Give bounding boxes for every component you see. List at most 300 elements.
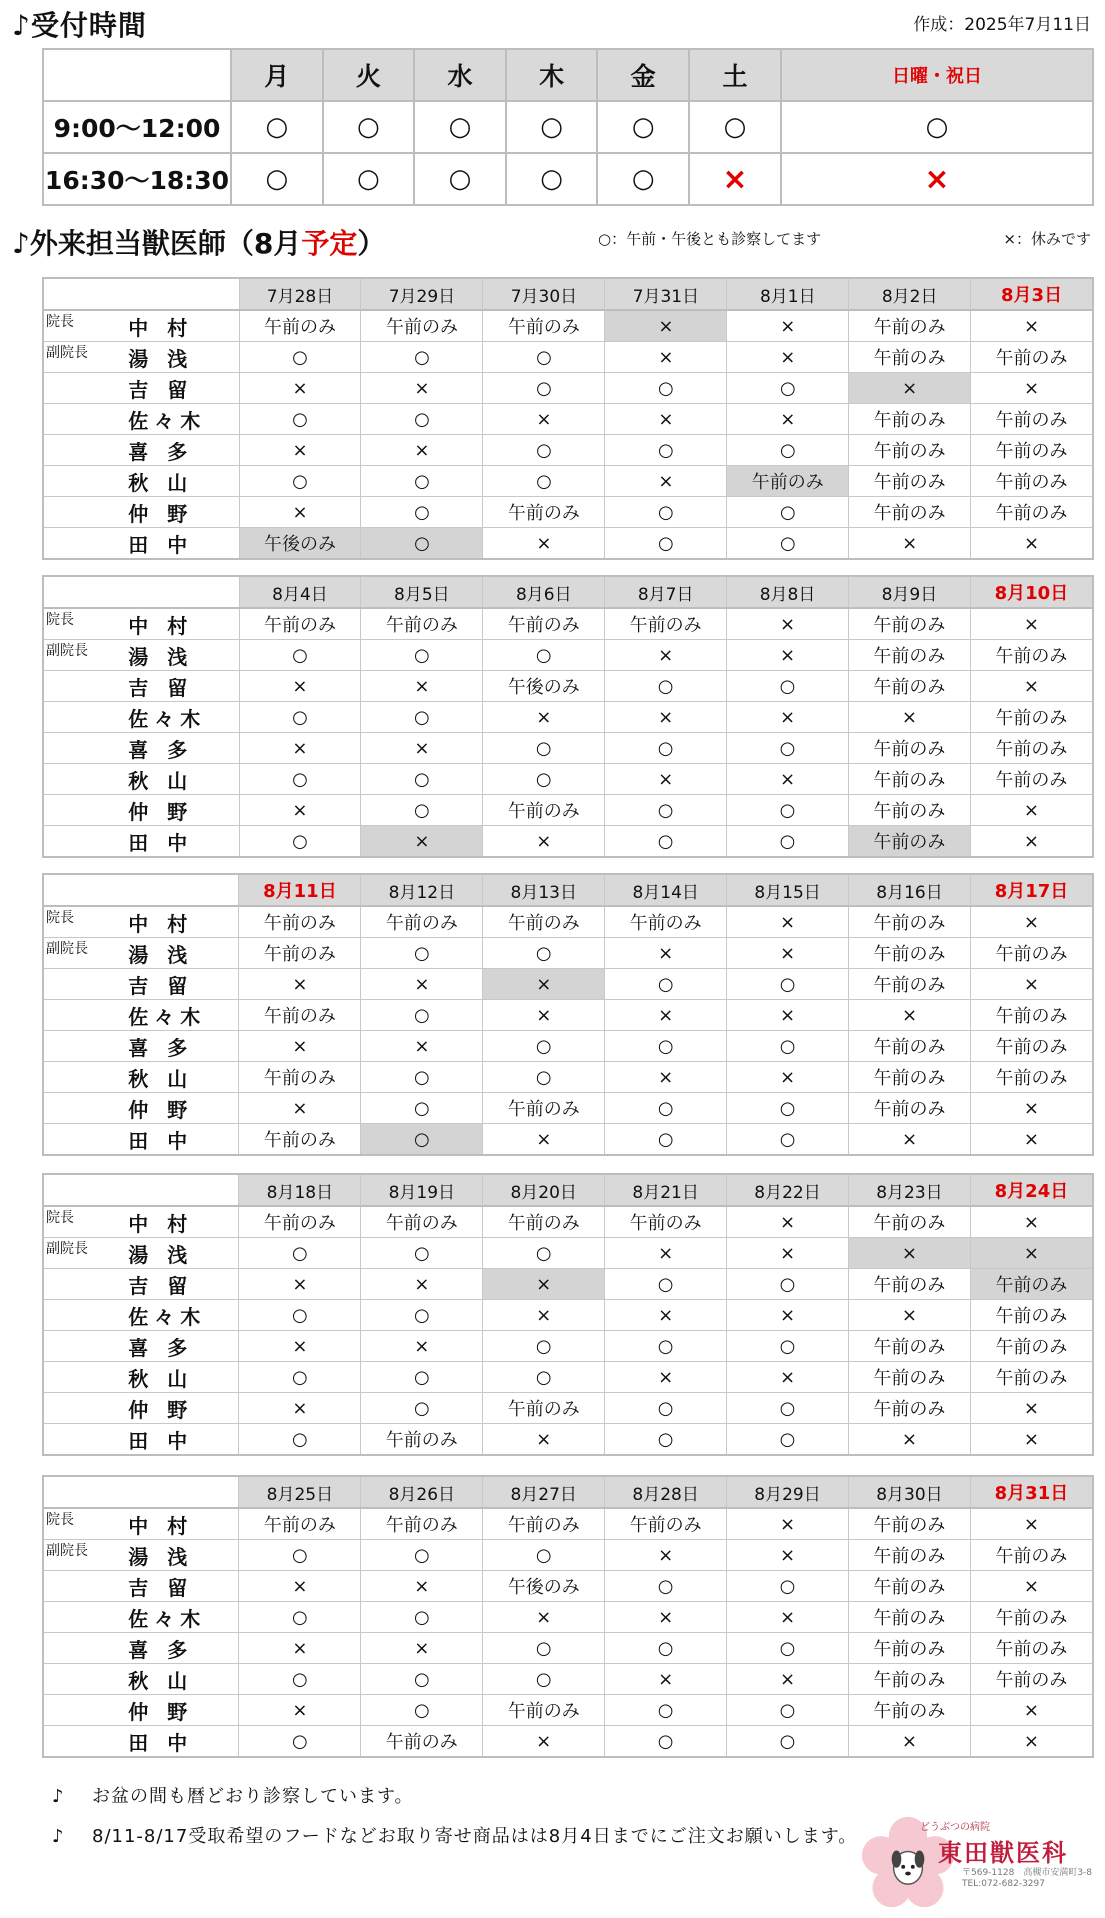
schedule-cell: × [970,1206,1093,1238]
schedule-cell: ○ [361,1093,483,1124]
schedule-cell: ○ [361,1124,483,1156]
schedule-cell: ○ [361,1393,483,1424]
vet-role [43,1695,116,1726]
vet-role [43,435,116,466]
vet-row [43,1062,1093,1093]
week-table [42,1475,1094,1758]
logo-tel: TEL:072-682-3297 [962,1879,1045,1889]
vet-name: 喜 多 [116,435,239,466]
vet-row [43,640,1093,671]
time-slot: 16:30～18:30 [43,153,231,205]
date-header: 8月8日 [727,576,849,608]
schedule-cell: 午前のみ [483,1508,605,1540]
schedule-cell: 午前のみ [239,938,361,969]
schedule-cell: 午後のみ [483,671,605,702]
schedule-cell: × [970,1571,1093,1602]
vet-role [43,466,116,497]
date-header: 8月25日 [239,1476,361,1508]
schedule-cell: × [239,733,361,764]
schedule-cell: 午前のみ [239,608,361,640]
schedule-cell: 午前のみ [970,1000,1093,1031]
date-header: 8月21日 [605,1174,727,1206]
schedule-cell: 午前のみ [849,497,971,528]
schedule-cell: × [848,1238,970,1269]
schedule-cell: × [483,1000,605,1031]
schedule-cell: 午前のみ [361,1508,483,1540]
vet-row [43,435,1093,466]
schedule-cell: × [605,1062,727,1093]
schedule-cell: 午前のみ [483,1206,605,1238]
schedule-cell: ○ [239,1424,361,1456]
schedule-cell: 午前のみ [971,497,1093,528]
vet-name: 喜 多 [116,733,239,764]
note-order-deadline [52,1822,857,1848]
vet-row [43,1602,1093,1633]
vet-name: 仲 野 [116,497,239,528]
vet-name: 中 村 [116,608,239,640]
schedule-cell: × [361,1633,483,1664]
schedule-cell: × [970,795,1093,826]
day-sat: 土 [689,49,781,101]
schedule-cell: ○ [483,1362,605,1393]
schedule-cell: ○ [483,733,605,764]
logo-tagline: どうぶつの病院 [920,1822,990,1833]
week-table [42,1173,1094,1456]
vet-name: 喜 多 [116,1331,239,1362]
schedule-cell: 午前のみ [848,1602,970,1633]
week-corner-cell [43,1174,239,1206]
date-header: 8月11日 [239,874,361,906]
schedule-cell: ○ [239,404,361,435]
vet-row [43,1362,1093,1393]
schedule-cell: ○ [361,938,483,969]
logo-address [962,1868,1092,1890]
vet-row [43,1206,1093,1238]
hours-header-row [43,49,1093,101]
vet-role [43,1000,116,1031]
schedule-cell: 午前のみ [483,497,605,528]
week-corner-cell [43,278,239,310]
page-title: ♪受付時間 [12,9,147,42]
created-date: 作成：2025年7月11日 [913,15,1091,35]
schedule-title-main: ♪外来担当獣医師（8月 [12,227,302,260]
schedule-cell: ○ [727,671,849,702]
schedule-cell: ○ [605,373,727,404]
date-header: 8月31日 [970,1476,1093,1508]
schedule-cell: × [361,1269,483,1300]
schedule-cell: ○ [239,764,361,795]
schedule-cell: 午前のみ [483,1393,605,1424]
schedule-cell: 午前のみ [970,938,1093,969]
schedule-cell: 午前のみ [848,1269,970,1300]
schedule-cell: × [605,1362,727,1393]
date-header: 8月5日 [361,576,483,608]
schedule-cell: 午前のみ [970,1031,1093,1062]
vet-role [43,826,116,858]
vet-role [43,795,116,826]
week-table [42,575,1094,858]
schedule-cell: × [361,671,483,702]
schedule-cell: × [970,1393,1093,1424]
schedule-cell: × [727,1238,849,1269]
schedule-cell: ○ [361,404,483,435]
vet-row [43,1269,1093,1300]
schedule-cell: × [727,1508,849,1540]
vet-role: 院長 [43,608,116,640]
schedule-cell: × [239,1269,361,1300]
vet-role [43,764,116,795]
date-header: 8月13日 [483,874,605,906]
schedule-cell: × [970,906,1093,938]
week-date-row [43,1476,1093,1508]
schedule-cell: × [239,671,361,702]
schedule-cell: 午前のみ [970,1633,1093,1664]
vet-name: 湯 浅 [116,938,239,969]
schedule-cell: 午前のみ [970,1362,1093,1393]
reception-hours-table [42,48,1094,206]
schedule-cell: 午前のみ [605,608,727,640]
schedule-title [12,222,385,262]
vet-role: 院長 [43,1206,116,1238]
schedule-cell: × [239,435,361,466]
schedule-cell: 午前のみ [970,1664,1093,1695]
schedule-cell: × [605,1664,727,1695]
schedule-cell: ○ [727,373,849,404]
hours-mark: ○ [414,153,506,205]
hours-mark: ○ [414,101,506,153]
schedule-cell: ○ [239,342,361,373]
vet-row [43,1238,1093,1269]
schedule-cell: ○ [361,702,483,733]
vet-row [43,1124,1093,1156]
week-date-row [43,278,1093,310]
vet-role: 副院長 [43,938,116,969]
vet-role [43,1664,116,1695]
vet-name: 吉 留 [116,671,239,702]
hours-mark: ○ [597,101,689,153]
vet-row [43,1571,1093,1602]
vet-row [43,733,1093,764]
vet-name: 喜 多 [116,1031,239,1062]
schedule-cell: ○ [361,764,483,795]
vet-row [43,795,1093,826]
schedule-cell: × [970,969,1093,1000]
logo-address-line: 〒569-1128 高槻市安満町3-8 [962,1868,1093,1878]
schedule-cell: ○ [239,1726,361,1758]
schedule-cell: ○ [483,640,605,671]
schedule-cell: 午前のみ [848,640,970,671]
schedule-cell: × [483,1424,605,1456]
schedule-cell: ○ [727,1726,849,1758]
schedule-cell: × [239,1633,361,1664]
schedule-cell: 午前のみ [848,826,970,858]
vet-row [43,1031,1093,1062]
date-header: 8月22日 [727,1174,849,1206]
vet-row [43,1393,1093,1424]
date-header: 8月12日 [361,874,483,906]
week-date-row [43,576,1093,608]
schedule-cell: 午前のみ [970,702,1093,733]
vet-name: 田 中 [116,528,239,560]
date-header: 8月6日 [483,576,605,608]
schedule-cell: × [848,1726,970,1758]
vet-name: 佐々木 [116,1300,239,1331]
vet-row [43,1331,1093,1362]
vet-name: 田 中 [116,826,239,858]
schedule-cell: 午前のみ [849,435,971,466]
vet-name: 中 村 [116,1508,239,1540]
schedule-cell: ○ [361,1362,483,1393]
vet-row [43,404,1093,435]
hours-mark: ○ [597,153,689,205]
vet-row [43,1664,1093,1695]
schedule-cell: × [970,1238,1093,1269]
date-header: 7月30日 [483,278,605,310]
schedule-cell: 午前のみ [849,466,971,497]
vet-role [43,1093,116,1124]
hours-mark: ○ [323,153,415,205]
schedule-cell: × [727,1206,849,1238]
schedule-cell: ○ [605,1031,727,1062]
day-thu: 木 [506,49,598,101]
schedule-cell: ○ [483,1331,605,1362]
schedule-cell: × [239,1031,361,1062]
schedule-cell: × [727,404,849,435]
date-header: 8月18日 [239,1174,361,1206]
schedule-cell: ○ [605,795,727,826]
schedule-cell: 午前のみ [483,795,605,826]
vet-row [43,342,1093,373]
schedule-cell: ○ [483,1633,605,1664]
hours-mark-closed: × [781,153,1093,205]
schedule-cell: × [848,1300,970,1331]
date-header: 8月15日 [727,874,849,906]
vet-row [43,1633,1093,1664]
vet-name: 湯 浅 [116,1238,239,1269]
schedule-cell: 午前のみ [239,906,361,938]
schedule-cell: 午前のみ [239,1508,361,1540]
schedule-cell: ○ [727,969,849,1000]
schedule-cell: × [239,969,361,1000]
schedule-cell: × [727,342,849,373]
vet-role [43,1269,116,1300]
schedule-cell: 午前のみ [239,310,361,342]
schedule-cell: 午前のみ [970,1062,1093,1093]
schedule-cell: × [727,1000,849,1031]
schedule-cell: ○ [361,1000,483,1031]
schedule-cell: ○ [483,342,605,373]
hours-row-morning [43,101,1093,153]
schedule-cell: × [605,1602,727,1633]
schedule-cell: 午前のみ [849,969,971,1000]
schedule-cell: × [727,1540,849,1571]
vet-row [43,1508,1093,1540]
schedule-cell: 午前のみ [970,1331,1093,1362]
schedule-cell: × [970,1124,1093,1156]
schedule-cell: × [361,435,483,466]
vet-role: 副院長 [43,1238,116,1269]
schedule-cell: × [848,1424,970,1456]
schedule-cell: × [727,1362,849,1393]
schedule-cell: ○ [361,1695,483,1726]
vet-name: 吉 留 [116,1571,239,1602]
schedule-cell: × [727,310,849,342]
clinic-logo [860,1815,1100,1911]
date-header: 8月26日 [361,1476,483,1508]
week-corner-cell [43,874,239,906]
hours-mark: ○ [506,101,598,153]
schedule-cell: 午前のみ [483,906,605,938]
schedule-cell: ○ [361,1238,483,1269]
schedule-cell: 午前のみ [971,466,1093,497]
schedule-cell: ○ [361,1062,483,1093]
vet-role: 院長 [43,906,116,938]
schedule-cell: 午前のみ [483,1093,605,1124]
schedule-cell: ○ [239,1540,361,1571]
schedule-cell: ○ [727,1633,849,1664]
schedule-cell: ○ [727,1331,849,1362]
schedule-cell: 午前のみ [971,435,1093,466]
schedule-cell: ○ [727,1571,849,1602]
schedule-cell: × [605,1238,727,1269]
schedule-cell: ○ [483,938,605,969]
schedule-cell: 午前のみ [239,1000,361,1031]
legend-available: ○：午前・午後とも診察してます [598,230,822,248]
vet-role [43,1031,116,1062]
schedule-cell: 午前のみ [848,1508,970,1540]
date-header: 8月9日 [848,576,970,608]
schedule-cell: × [483,826,605,858]
schedule-cell: ○ [727,528,849,560]
schedule-cell: 午前のみ [361,608,483,640]
date-header: 8月16日 [849,874,971,906]
schedule-cell: ○ [727,1695,849,1726]
vet-role: 副院長 [43,1540,116,1571]
date-header: 8月24日 [970,1174,1093,1206]
schedule-cell: 午前のみ [849,1062,971,1093]
schedule-cell: ○ [361,640,483,671]
vet-row [43,1424,1093,1456]
vet-row [43,906,1093,938]
schedule-cell: × [483,1726,605,1758]
vet-role [43,404,116,435]
schedule-cell: ○ [727,1393,849,1424]
hours-corner-cell [43,49,231,101]
schedule-cell: ○ [605,1633,727,1664]
schedule-cell: ○ [483,1540,605,1571]
schedule-cell: × [605,938,727,969]
schedule-cell: ○ [483,764,605,795]
schedule-cell: 午前のみ [849,938,971,969]
vet-name: 仲 野 [116,1393,239,1424]
vet-row [43,826,1093,858]
day-mon: 月 [231,49,323,101]
date-header: 7月31日 [605,278,727,310]
schedule-cell: ○ [605,1331,727,1362]
schedule-cell: × [971,373,1093,404]
date-header: 8月10日 [970,576,1093,608]
vet-role [43,373,116,404]
time-slot: 9:00～12:00 [43,101,231,153]
schedule-cell: ○ [605,1269,727,1300]
vet-row [43,466,1093,497]
vet-row [43,702,1093,733]
schedule-cell: ○ [361,1300,483,1331]
week-table [42,873,1094,1156]
schedule-cell: 午後のみ [239,528,361,560]
hours-mark-closed: × [689,153,781,205]
schedule-cell: ○ [361,1602,483,1633]
vet-name: 田 中 [116,1124,239,1156]
day-tue: 火 [323,49,415,101]
vet-role [43,1726,116,1758]
vet-role [43,497,116,528]
schedule-cell: 午前のみ [848,671,970,702]
day-sun-holiday: 日曜・祝日 [781,49,1093,101]
schedule-cell: ○ [239,1300,361,1331]
vet-name: 秋 山 [116,466,239,497]
date-header: 7月29日 [361,278,483,310]
hours-mark: ○ [231,153,323,205]
schedule-cell: × [970,671,1093,702]
date-header: 8月7日 [605,576,727,608]
vet-name: 田 中 [116,1726,239,1758]
schedule-cell: ○ [605,1393,727,1424]
schedule-cell: 午前のみ [727,466,849,497]
schedule-cell: ○ [483,1031,605,1062]
schedule-cell: × [483,1269,605,1300]
vet-name: 秋 山 [116,1664,239,1695]
schedule-cell: 午前のみ [970,1602,1093,1633]
date-header: 8月4日 [239,576,361,608]
schedule-cell: × [970,1424,1093,1456]
week-corner-cell [43,576,239,608]
schedule-cell: × [239,1571,361,1602]
schedule-cell: × [727,764,849,795]
schedule-cell: 午前のみ [971,404,1093,435]
vet-role [43,702,116,733]
schedule-cell: ○ [605,1571,727,1602]
vet-name: 秋 山 [116,1362,239,1393]
schedule-cell: × [605,310,727,342]
schedule-cell: 午前のみ [970,733,1093,764]
schedule-cell: 午前のみ [239,1062,361,1093]
schedule-title-end: ） [357,227,386,260]
schedule-cell: × [970,1508,1093,1540]
schedule-title-plan: 予定 [301,227,358,260]
schedule-cell: ○ [605,1124,727,1156]
schedule-cell: × [361,969,483,1000]
schedule-cell: × [605,640,727,671]
schedule-cell: × [727,608,849,640]
schedule-cell: ○ [483,435,605,466]
schedule-cell: × [605,466,727,497]
schedule-cell: × [239,497,361,528]
vet-name: 中 村 [116,1206,239,1238]
schedule-cell: ○ [605,435,727,466]
vet-name: 仲 野 [116,795,239,826]
schedule-cell: ○ [727,1093,849,1124]
vet-role [43,1362,116,1393]
schedule-cell: × [605,1000,727,1031]
date-header: 8月17日 [970,874,1093,906]
schedule-cell: 午前のみ [849,342,971,373]
vet-role [43,1571,116,1602]
vet-name: 佐々木 [116,1602,239,1633]
schedule-cell: 午前のみ [848,1331,970,1362]
week-date-row [43,874,1093,906]
hours-row-evening [43,153,1093,205]
